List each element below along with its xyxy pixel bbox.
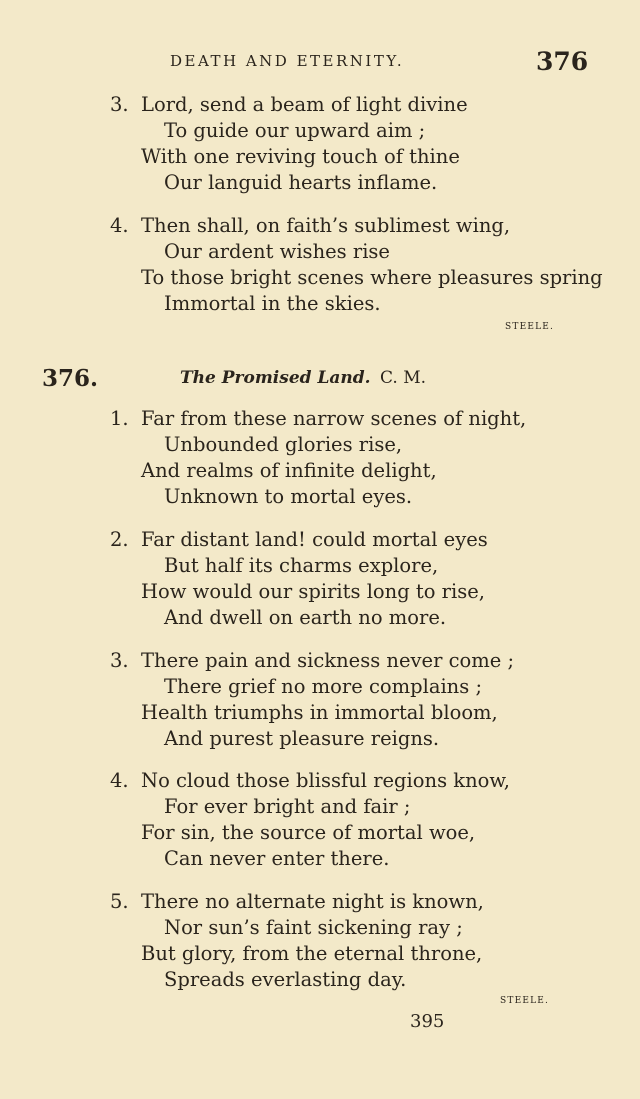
verse-line: Spreads everlasting day. [164,968,407,991]
verse-line: How would our spirits long to rise, [141,580,485,603]
verse-number: 5. [110,890,129,913]
attribution: STEELE. [505,322,555,332]
verse-line: Our ardent wishes rise [164,240,390,263]
verse-line: There no alternate night is known, [141,890,484,913]
verse-line: Health triumphs in immortal bloom, [141,701,498,724]
verse-number: 4. [110,769,129,792]
verse-number: 4. [110,214,129,237]
verse-number: 1. [110,407,129,430]
attribution: STEELE. [500,996,550,1006]
verse-line: Immortal in the skies. [164,292,381,315]
verse-line: Far from these narrow scenes of night, [141,407,527,430]
verse-line: To guide our upward aim ; [164,119,426,142]
verse-line: There grief no more complains ; [164,675,483,698]
verse-number: 3. [110,649,129,672]
verse-line: With one reviving touch of thine [141,145,460,168]
verse-line: Far distant land! could mortal eyes [141,528,488,551]
verse-line: Can never enter there. [164,847,390,870]
verse-line: Unknown to mortal eyes. [164,485,413,508]
verse-line: Lord, send a beam of light divine [141,93,468,116]
hymn-meter: C. M. [380,368,427,388]
verse-number: 3. [110,93,129,116]
verse-line: No cloud those blissful regions know, [141,769,510,792]
verse-line: To those bright scenes where pleasures spring [141,266,603,289]
running-header-title: DEATH AND ETERNITY. [170,52,405,70]
verse-line: For sin, the source of mortal woe, [141,821,476,844]
verse-line: Nor sun’s faint sickening ray ; [164,916,463,939]
verse-line: Our languid hearts inflame. [164,171,438,194]
hymn-title: The Promised Land. [180,368,371,388]
verse-number: 2. [110,528,129,551]
verse-line: But glory, from the eternal throne, [141,942,483,965]
verse-line: And purest pleasure reigns. [164,727,440,750]
verse-line: There pain and sickness never come ; [141,649,515,672]
verse-line: And dwell on earth no more. [164,606,447,629]
page-number: 395 [410,1011,445,1032]
verse-line: Then shall, on faith’s sublimest wing, [141,214,511,237]
verse-line: For ever bright and fair ; [164,795,411,818]
verse-line: And realms of infinite delight, [141,459,437,482]
hymn-number: 376. [42,365,99,392]
running-header-number: 376 [536,47,589,76]
verse-line: But half its charms explore, [164,554,439,577]
verse-line: Unbounded glories rise, [164,433,403,456]
